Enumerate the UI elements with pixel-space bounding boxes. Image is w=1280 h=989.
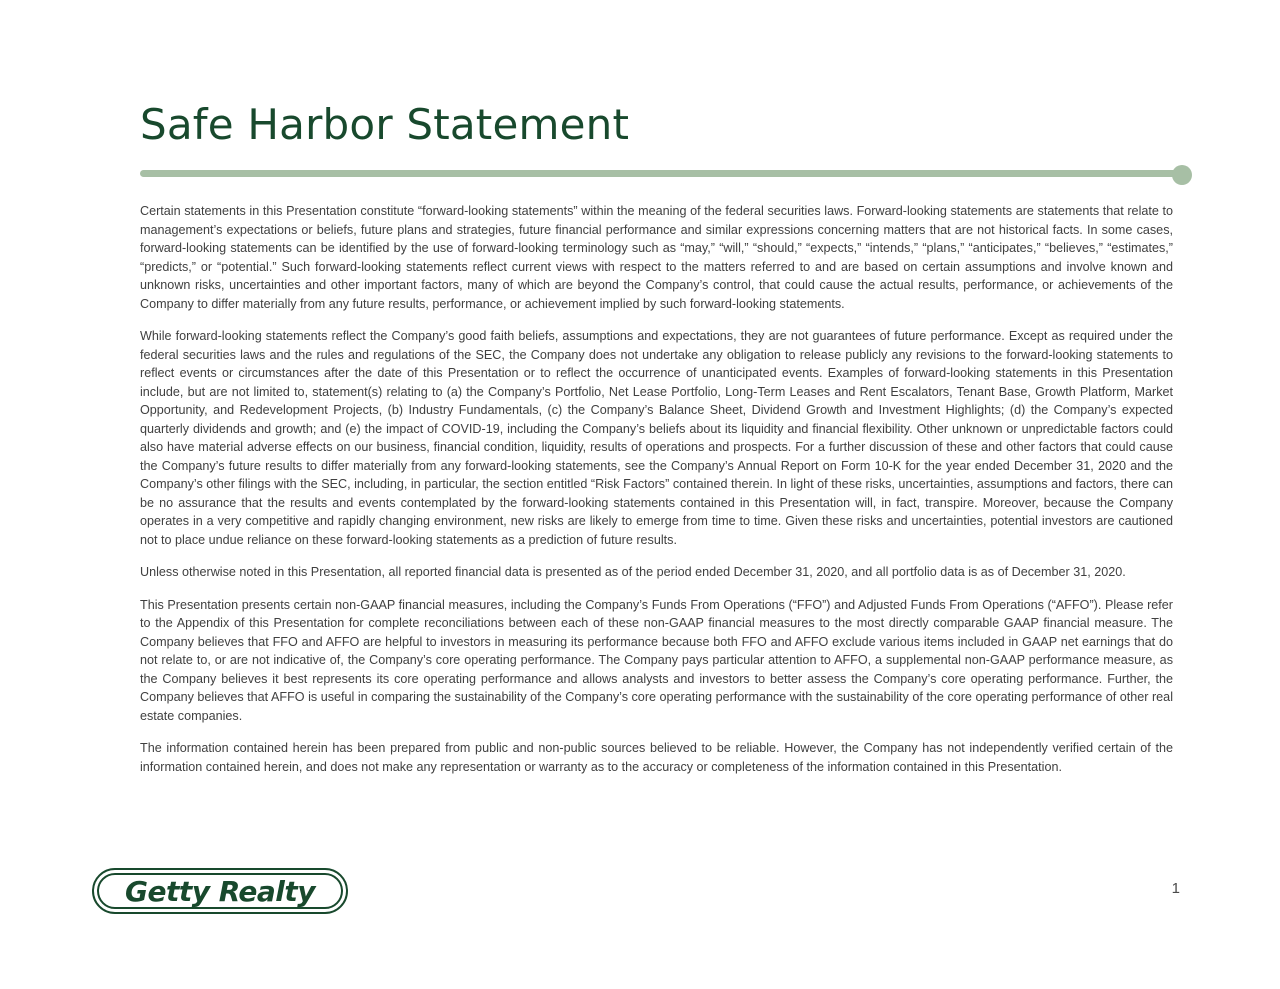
paragraph-3: Unless otherwise noted in this Presentation, all reported financial data is presented as of the period ended December 31, 2020, and all portfolio data is as of December 31, 2020. bbox=[140, 565, 1126, 579]
logo-text: Getty Realty bbox=[124, 874, 316, 908]
paragraph-1: Certain statements in this Presentation constitute “forward-looking statements” within the meaning of the federal securities laws. Forward-looking statements are statements that relate to management’s expectations or beliefs, future plans and strategies, future financial performance and similar expressions concerning matters that are not historical facts. In some cases, forward-looking statements can be identified by the use of forward-looking terminology such as “may,” “will,” “should,” “expects,” “intends,” “plans,” “anticipates,” “believes,” “estimates,” “predicts,” or “potential.” Such forward-looking statements reflect current views with respect to the matters referred to and are based on certain assumptions and involve known and unknown risks, uncertainties and other important factors, many of which are beyond the Company’s control, that could cause the actual results, performance, or achievements of the Company to differ materially from any future results, performance, or achievement implied by such forward-looking statements. bbox=[140, 204, 1173, 311]
page-title: Safe Harbor Statement bbox=[140, 100, 630, 149]
paragraph-4: This Presentation presents certain non-GAAP financial measures, including the Company’s Funds From Operations (“FFO”) and Adjusted Funds From Operations (“AFFO”). Please refer to the Appendix of this Presentation for complete reconciliations between each of these non-GAAP financial measures to the most directly comparable GAAP financial measure. The Company believes that FFO and AFFO are helpful to investors in measuring its performance because both FFO and AFFO exclude various items included in GAAP net earnings that do not relate to, or are not indicative of, the Company’s core operating performance. The Company pays particular attention to AFFO, a supplemental non-GAAP performance measure, as the Company believes it best represents its core operating performance and allows analysts and investors to better assess the Company’s core operating performance. Further, the Company believes that AFFO is useful in comparing the sustainability of the Company’s core operating performance with the sustainability of the core operating performance of other real estate companies. bbox=[140, 597, 1173, 723]
divider-line bbox=[140, 170, 1180, 177]
page-number: 1 bbox=[1171, 880, 1180, 897]
body-text-block bbox=[140, 202, 1173, 776]
paragraph-2: While forward-looking statements reflect the Company’s good faith beliefs, assumptions and expectations, they are not guarantees of future performance. Except as required under the federal securities laws and the rules and regulations of the SEC, the Company does not undertake any obligation to release publicly any revisions to the forward-looking statements to reflect events or circumstances after the date of this Presentation or to reflect the occurrence of unanticipated events. Examples of forward-looking statements in this Presentation include, but are not limited to, statement(s) relating to (a) the Company’s Portfolio, Net Lease Portfolio, Long-Term Leases and Rent Escalators, Tenant Base, Growth Platform, Market Opportunity, and Redevelopment Projects, (b) Industry Fundamentals, (c) the Company’s Balance Sheet, Dividend Growth and Investment Highlights; (d) the Company’s expected quarterly dividends and growth; and (e) the impact of COVID-19, including the Company’s beliefs about its liquidity and financial flexibility. Other unknown or unpredictable factors could also have material adverse effects on our business, financial condition, liquidity, results of operations and prospects. For a further discussion of these and other factors that could cause the Company’s future results to differ materially from any forward-looking statements, see the Company’s Annual Report on Form 10-K for the year ended December 31, 2020 and the Company’s other filings with the SEC, including, in particular, the section entitled “Risk Factors” contained therein. In light of these risks, uncertainties, assumptions and factors, there can be no assurance that the results and events contemplated by the forward-looking statements contained in this Presentation will, in fact, transpire. Moreover, because the Company operates in a very competitive and rapidly changing environment, new risks are likely to emerge from time to time. Given these risks and uncertainties, potential investors are cautioned not to place undue reliance on these forward-looking statements as a prediction of future results. bbox=[140, 329, 1173, 547]
paragraph-5: The information contained herein has been prepared from public and non-public sources believed to be reliable. However, the Company has not independently verified certain of the information contained herein, and does not make any representation or warranty as to the accuracy or completeness of the information contained in this Presentation. bbox=[140, 741, 1173, 774]
company-logo bbox=[92, 868, 348, 914]
divider-dot-icon bbox=[1172, 165, 1192, 185]
logo-inner-border bbox=[97, 873, 343, 909]
title-divider bbox=[140, 165, 1192, 187]
